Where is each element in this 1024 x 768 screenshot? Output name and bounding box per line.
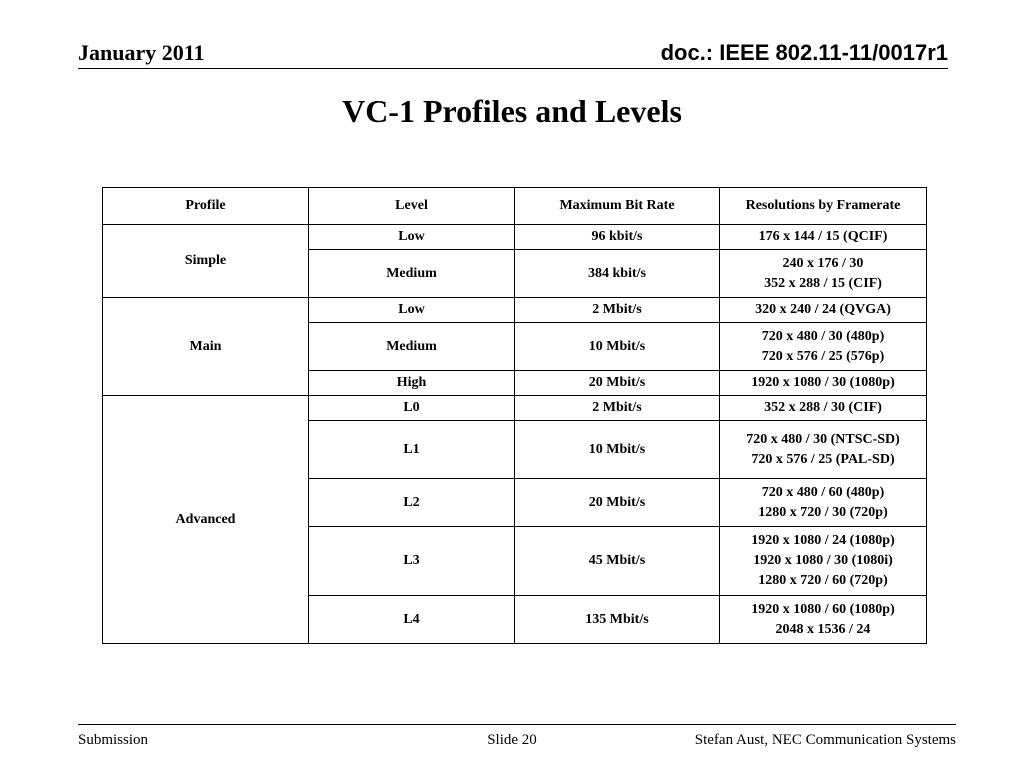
resolution-line: 176 x 144 / 15 (QCIF) [758,229,888,244]
slide-title: VC-1 Profiles and Levels [342,93,682,129]
resolution-line: 1920 x 1080 / 30 (1080p) [751,375,895,390]
resolution-line: 1920 x 1080 / 30 (1080i) [753,553,893,568]
bitrate-cell: 10 Mbit/s [515,421,720,479]
bitrate-cell: 384 kbit/s [515,250,720,298]
column-header-bitrate: Maximum Bit Rate [515,188,720,225]
resolution-cell [720,323,927,371]
resolution-line: 320 x 240 / 24 (QVGA) [755,302,891,317]
level-cell: L2 [309,479,515,527]
resolution-line: 352 x 288 / 15 (CIF) [764,275,882,291]
table-row [103,396,927,421]
resolution-line: 2048 x 1536 / 24 [775,621,871,637]
resolution-line: 720 x 480 / 30 (NTSC-SD) [746,431,900,447]
column-header-level: Level [309,188,515,225]
resolution-cell [720,250,927,298]
resolution-line: 1280 x 720 / 30 (720p) [758,504,888,520]
footer-submission: Submission [78,732,149,748]
bitrate-cell: 45 Mbit/s [515,527,720,596]
resolution-cell [720,396,927,421]
table-row [103,225,927,250]
profile-cell: Advanced [103,396,309,644]
header-date: January 2011 [78,40,205,65]
bitrate-cell: 2 Mbit/s [515,396,720,421]
footer-author: Stefan Aust, NEC Communication Systems [694,732,956,748]
resolution-cell [720,298,927,323]
resolution-line: 1920 x 1080 / 60 (1080p) [751,601,895,617]
profiles-table [102,187,927,644]
resolution-line: 240 x 176 / 30 [782,255,864,271]
profile-cell: Simple [103,225,309,298]
resolution-cell [720,527,927,596]
resolution-line: 1280 x 720 / 60 (720p) [758,573,888,588]
table-row [103,298,927,323]
column-header-resolutions: Resolutions by Framerate [720,188,927,225]
profile-cell: Main [103,298,309,396]
resolution-cell [720,596,927,644]
bitrate-cell: 2 Mbit/s [515,298,720,323]
level-cell: Low [309,225,515,250]
bitrate-cell: 20 Mbit/s [515,371,720,396]
footer-divider [78,724,956,725]
footer-slide-number: Slide 20 [487,732,537,748]
resolution-line: 720 x 576 / 25 (PAL-SD) [751,451,895,467]
bitrate-cell: 135 Mbit/s [515,596,720,644]
resolution-cell [720,225,927,250]
resolution-cell [720,371,927,396]
bitrate-cell: 10 Mbit/s [515,323,720,371]
resolution-line: 720 x 576 / 25 (576p) [761,348,885,364]
resolution-line: 1920 x 1080 / 24 (1080p) [751,533,895,548]
level-cell: High [309,371,515,396]
level-cell: L3 [309,527,515,596]
table-header-row [103,188,927,225]
level-cell: L0 [309,396,515,421]
resolution-cell [720,421,927,479]
resolution-line: 720 x 480 / 30 (480p) [761,328,885,344]
level-cell: L1 [309,421,515,479]
resolution-line: 352 x 288 / 30 (CIF) [764,400,882,415]
level-cell: Medium [309,250,515,298]
level-cell: Medium [309,323,515,371]
level-cell: L4 [309,596,515,644]
level-cell: Low [309,298,515,323]
bitrate-cell: 96 kbit/s [515,225,720,250]
column-header-profile: Profile [103,188,309,225]
header-divider [78,68,948,69]
bitrate-cell: 20 Mbit/s [515,479,720,527]
resolution-cell [720,479,927,527]
header-doc-id: doc.: IEEE 802.11-11/0017r1 [660,40,948,65]
resolution-line: 720 x 480 / 60 (480p) [761,484,885,500]
